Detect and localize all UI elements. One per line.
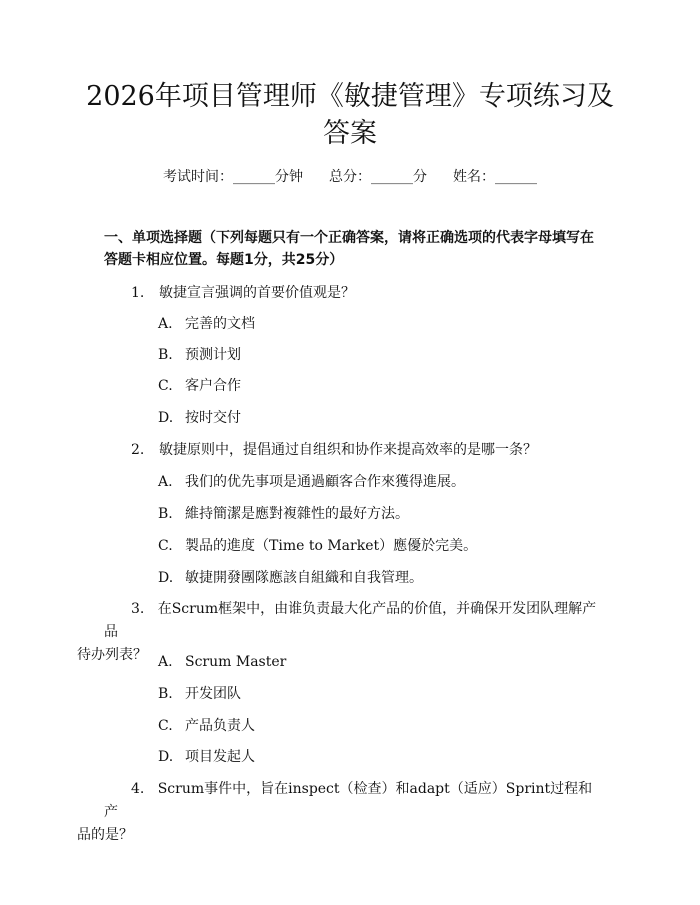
- option-text: 維持簡潔是應對複雜性的最好方法。: [185, 506, 409, 522]
- name-label: 姓名：: [453, 169, 495, 185]
- option-text: 完善的文档: [185, 316, 255, 332]
- question-number: 1.: [131, 285, 145, 301]
- question-text-line-1: Scrum事件中，旨在inspect（检查）和adapt（适应）Sprint过程和产: [104, 781, 593, 820]
- option-text: 项目发起人: [185, 749, 255, 765]
- score-blank: ______: [371, 169, 413, 185]
- score-unit: 分: [413, 169, 427, 185]
- time-blank: ______: [233, 169, 275, 185]
- option-letter: B.: [158, 686, 173, 702]
- section-heading-line-1: 一、单项选择题（下列每题只有一个正确答案，请将正确选项的代表字母填写在: [104, 230, 594, 246]
- exam-info-line: [0, 167, 700, 187]
- section-heading-line-2: 答题卡相应位置。每题1分，共25分）: [104, 252, 344, 268]
- option-text: 敏捷開發團隊應該自組織和自我管理。: [185, 570, 423, 586]
- question-text-line-1: 在Scrum框架中，由谁负责最大化产品的价值，并确保开发团队理解产品: [104, 601, 597, 640]
- question-2: [0, 439, 700, 462]
- option-letter: C.: [158, 378, 173, 394]
- option-letter: A.: [158, 474, 173, 490]
- option-text: 预测计划: [185, 347, 241, 363]
- question-text-line-2: 待办列表？: [77, 647, 147, 663]
- option-letter: D.: [158, 749, 174, 765]
- option-text: 开发团队: [185, 686, 241, 702]
- question-text: 敏捷宣言强调的首要价值观是？: [159, 285, 355, 301]
- option-letter: C.: [158, 718, 173, 734]
- question-1: [0, 282, 700, 305]
- option-letter: A.: [158, 654, 173, 670]
- time-unit: 分钟: [275, 169, 303, 185]
- question-number: 2.: [131, 442, 145, 458]
- option-letter: D.: [158, 570, 174, 586]
- time-label: 考试时间：: [163, 169, 233, 185]
- page-title-line-2: 答案: [323, 118, 377, 149]
- option-text: 产品负责人: [185, 718, 255, 734]
- question-number: 4.: [131, 781, 145, 797]
- option-text: 客户合作: [185, 378, 241, 394]
- option-letter: C.: [158, 538, 173, 554]
- question-4: [77, 778, 599, 847]
- question-number: 3.: [131, 601, 145, 617]
- option-text: Scrum Master: [185, 654, 287, 670]
- option-letter: B.: [158, 347, 173, 363]
- option-letter: D.: [158, 410, 174, 426]
- option-letter: A.: [158, 316, 173, 332]
- option-letter: B.: [158, 506, 173, 522]
- name-blank: ______: [495, 169, 537, 185]
- option-text: 製品的進度（Time to Market）應優於完美。: [185, 538, 478, 554]
- option-text: 按时交付: [185, 410, 241, 426]
- score-label: 总分：: [329, 169, 371, 185]
- option-text: 我们的优先事项是通過顧客合作來獲得進展。: [185, 474, 465, 490]
- question-text-line-2: 品的是？: [77, 827, 133, 843]
- question-text: 敏捷原则中，提倡通过自组织和协作来提高效率的是哪一条？: [159, 442, 537, 458]
- page-title-line-1: 2026年项目管理师《敏捷管理》专项练习及: [86, 81, 614, 112]
- question-3: [77, 598, 599, 667]
